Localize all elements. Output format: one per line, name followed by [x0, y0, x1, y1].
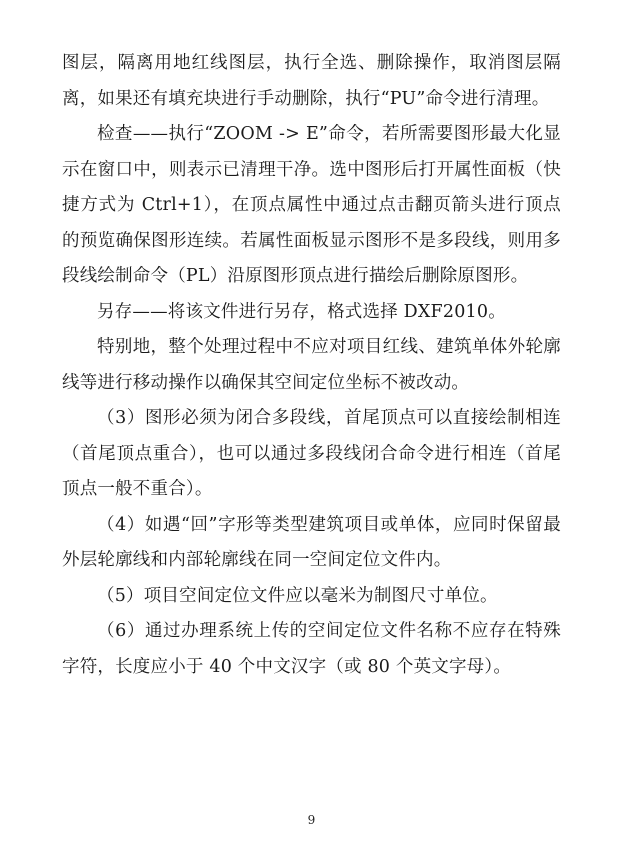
paragraph: （3）图形必须为闭合多段线，首尾顶点可以直接绘制相连（首尾顶点重合），也可以通过多段线闭合命令进行相连（首尾顶点一般不重合）。 — [62, 408, 561, 499]
paragraph: 特别地，整个处理过程中不应对项目红线、建筑单体外轮廓线等进行移动操作以确保其空间定位坐标不被改动。 — [62, 337, 561, 393]
page-number: 9 — [307, 813, 316, 827]
paragraph: 检查——执行“ZOOM -> E”命令，若所需要图形最大化显示在窗口中，则表示已清理干净。选中图形后打开属性面板（快捷方式为 Ctrl+1），在顶点属性中通过点击翻页箭头进行顶点的预览确保图形连续。若属性面板显示图形不是多段线，则用多段线绘制命令（PL）沿原图形顶点进行描绘后删除原图形。 — [62, 124, 561, 286]
paragraph: 另存——将该文件进行另存，格式选择 DXF2010。 — [97, 301, 506, 322]
paragraph: （4）如遇“回”字形等类型建筑项目或单体，应同时保留最外层轮廓线和内部轮廓线在同一空间定位文件内。 — [62, 514, 561, 570]
document-body — [62, 46, 561, 685]
paragraph: （5）项目空间定位文件应以毫米为制图尺寸单位。 — [97, 585, 498, 606]
paragraph: （6）通过办理系统上传的空间定位文件名称不应存在特殊字符，长度应小于 40 个中文汉字（或 80 个英文字母）。 — [62, 621, 561, 677]
paragraph: 图层，隔离用地红线图层，执行全选、删除操作，取消图层隔离，如果还有填充块进行手动删除，执行“PU”命令进行清理。 — [62, 53, 561, 109]
